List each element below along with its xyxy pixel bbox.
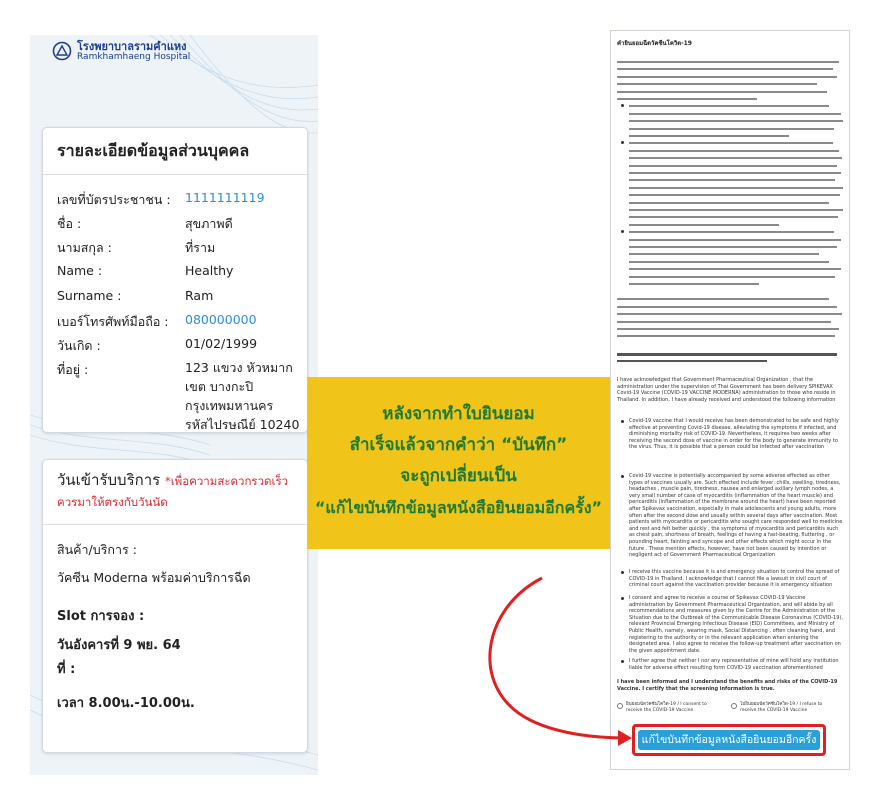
bullet-icon [621, 104, 624, 107]
hospital-name-th: โรงพยาบาลรามคำแหง [77, 40, 187, 53]
first-name-th-value: สุขภาพดี [185, 216, 233, 231]
thai-text-line [629, 135, 789, 137]
thai-text-line [617, 61, 839, 63]
thai-text-line [617, 321, 831, 323]
service-note: *เพื่อความสะดวกรวดเร็วควรมาให้ตรงกับวันนัด [57, 474, 289, 509]
slot-label: Slot การจอง : [57, 609, 145, 624]
thai-text-line [617, 306, 837, 308]
thai-text-line [617, 313, 842, 315]
first-name-th-label: ชื่อ : [57, 216, 82, 231]
first-name-en-label: Name : [57, 263, 103, 278]
thai-text-line [629, 165, 837, 167]
consent-en-item: I receive this vaccine because it is and emergency situation to control the spread of COVID-19 in Thailand. I acknowledge that I cannot file a lawsuit in civil court of criminal court against the vaccination provider because it is emergency situation [629, 569, 840, 589]
consent-title: คำยินยอมฉีดวัคซีนโควิด-19 [617, 40, 692, 47]
thai-text-line [629, 172, 841, 174]
personal-info-title: รายละเอียดข้อมูลส่วนบุคคล [43, 128, 307, 175]
thai-text-line [629, 194, 840, 196]
service-date-title [57, 470, 303, 512]
thai-text-line [629, 202, 829, 204]
mobile-value: 080000000 [185, 312, 257, 327]
consent-en-item: I further agree that neither I nor any representative of mine will hold any institution liable for adverse effect resulting form COVID-19 vaccination aforementioned [629, 658, 839, 671]
appointment-time: เวลา 8.00น.-10.00น. [57, 696, 195, 711]
hospital-name-en: Ramkhamhaeng Hospital [77, 51, 191, 62]
bullet-icon [621, 420, 624, 423]
instruction-banner [307, 377, 610, 549]
hospital-logo-icon [52, 41, 72, 61]
first-name-en-value: Healthy [185, 263, 234, 278]
thai-text-line [617, 98, 757, 100]
thai-text-line [617, 328, 839, 330]
thai-text-line [629, 216, 838, 218]
divider [43, 524, 307, 525]
thai-text-line [617, 298, 829, 300]
banner-line: สำเร็จแล้วจากคำว่า “บันทึก” [349, 435, 568, 455]
last-name-en-label: Surname : [57, 288, 122, 303]
thai-text-line [629, 283, 759, 285]
address-line: เขต บางกะปิ [185, 379, 254, 394]
thai-text-line [629, 224, 779, 226]
thai-text-line [629, 187, 843, 189]
thai-text-line [617, 335, 835, 337]
thai-text-line [617, 68, 833, 70]
service-title-text: วันเข้ารับบริการ [57, 471, 161, 489]
thai-text-line [629, 246, 837, 248]
bullet-icon [621, 141, 624, 144]
refuse-radio[interactable] [731, 703, 737, 709]
product-value: วัคซีน Moderna พร้อมค่าบริการฉีด [57, 570, 251, 585]
thai-text-line [629, 157, 842, 159]
last-name-en-value: Ram [185, 288, 214, 303]
bullet-icon [621, 230, 624, 233]
thai-text-line [629, 113, 841, 115]
thai-text-line [629, 120, 843, 122]
mobile-label: เบอร์โทรศัพท์มือถือ : [57, 314, 169, 329]
thai-text-line [629, 150, 839, 152]
thai-text-line [617, 91, 827, 93]
location-label: ที่ : [57, 662, 76, 677]
thai-text-line [617, 76, 837, 78]
refuse-radio-label: ไม่ยินยอมฉีดวัคซีนโควิด-19 / I refuse to receive the COVID-19 Vaccine [740, 702, 823, 713]
personal-info-card [42, 127, 308, 433]
thai-text-line [629, 142, 833, 144]
product-label: สินค้า/บริการ : [57, 542, 137, 557]
consent-radio-label: ยินยอมฉีดวัคซีนโควิด-19 / I consent to receive the COVID-19 Vaccine [626, 702, 707, 713]
thai-text-line [629, 105, 829, 107]
thai-text-line [629, 268, 841, 270]
thai-text-line [629, 253, 819, 255]
bullet-icon [621, 475, 624, 478]
edit-button-highlight [632, 724, 826, 756]
service-appointment-card [42, 459, 308, 753]
birthdate-label: วันเกิด : [57, 338, 101, 353]
consent-en-item: Covid-19 vaccine that I would receive has been demonstrated to be safe and highly effective at preventing Covid-19 disease, alleviating the symptoms if infected, and diminishing mortality risk of COVID-19. Nevertheless, it requires two weeks after receiving the second dose of vaccine in order for the body to generate immunity to the virus. Thus, it is possible that a person could be infected after vaccination [629, 418, 839, 451]
address-label: ที่อยู่ : [57, 362, 89, 377]
id-card-value: 1111111119 [185, 190, 265, 205]
thai-text-line [629, 261, 829, 263]
hospital-logo [52, 41, 190, 62]
last-name-th-value: ที่ราม [185, 240, 216, 255]
address-line: กรุงเทพมหานคร [185, 398, 274, 413]
thai-text-line [629, 276, 835, 278]
appointment-date: วันอังคารที่ 9 พย. 64 [57, 638, 181, 653]
thai-text-line [629, 231, 834, 233]
consent-en-heading: I have been informed and I understand the benefits and risks of the COVID-19 Vaccine. I certify that the screening information is true. [617, 679, 838, 692]
consent-bold-heading-th [617, 353, 845, 362]
thai-text-line [617, 83, 817, 85]
thai-text-line [629, 179, 835, 181]
thai-text-line [629, 239, 841, 241]
birthdate-value: 01/02/1999 [185, 336, 258, 351]
address-line: 123 แขวง หัวหมาก [185, 360, 293, 375]
consent-en-intro: I have acknowledged that Government Pharmaceutical Organization , that the administration under the supervision of Thai Government has been delivery SPIKEVAX Covid-19 Vaccine (COVID-19 VACCINE MODERNA) administration to those who reside in Thailand. In addition, I have already received and understood the following information [617, 377, 836, 403]
last-name-th-label: นามสกุล : [57, 240, 112, 255]
thai-text-line [629, 209, 843, 211]
address-value [185, 358, 299, 434]
consent-en-item: Covid-19 vaccine is potentially accompanied by some adverse effected as other types of vaccines usually are. Such effected include fever, chills, swelling, tiredness, headaches , muscle pain, tiredness, nausea and enlarged axillary lymph nodes, a very small number of case of myocarditis (inflammation of the heart muscle) and pericarditis (inflammation of the membrane around the heart) have been reported after Spikevax vaccination, especially in male adolescents and young adults, more often after the second dose and usually within several days after vaccination. Most patients with myocarditis or pericarditis who sought care responded well to medicine and rest and felt better quickly , the symptoms of myocarditis and pericarditis such as chest pain, shortness of breath, feelings of having a fast-beating, fluttering , or pounding heart, fainting and syncope and other effects which might occur in the future . These mention effects, however, have not been caused by intention or negligent act of Government Pharmaceutical Organization [629, 473, 843, 559]
curved-arrow-icon [460, 570, 650, 750]
id-card-label: เลขที่บัตรประชาชน : [57, 192, 171, 207]
patient-summary-panel [30, 35, 318, 775]
consent-en-item: I consent and agree to receive a course of Spikevax COVID-19 Vaccine administration by Government Pharmaceutical Organization, and will abide by all recommendations and measures given by the Centre for the Administration of the Situation due to the Outbreak of the Communicable Disease Coronavirus (COVID-19), relevant Provincial Emerging Infectious Disease (EID) Committees, and Ministry of Public Health, namely, wearing mask, Social Distancing , often cleaning hand, and registering to the authority or in the relevant application when entering the designated area. I also agree to receive the follow-up treatment after vaccination on the given appointment date. [629, 595, 843, 654]
banner-line: “แก้ไขบันทึกข้อมูลหนังสือยินยอมอีกครั้ง” [314, 498, 603, 517]
banner-line: จะถูกเปลี่ยนเป็น [400, 466, 517, 486]
edit-consent-button[interactable]: แก้ไขบันทึกข้อมูลหนังสือยินยอมอีกครั้ง [638, 730, 820, 750]
address-line: รหัสไปรษณีย์ 10240 [185, 417, 300, 432]
banner-line: หลังจากทำใบยินยอม [382, 404, 535, 424]
thai-text-line [629, 128, 834, 130]
